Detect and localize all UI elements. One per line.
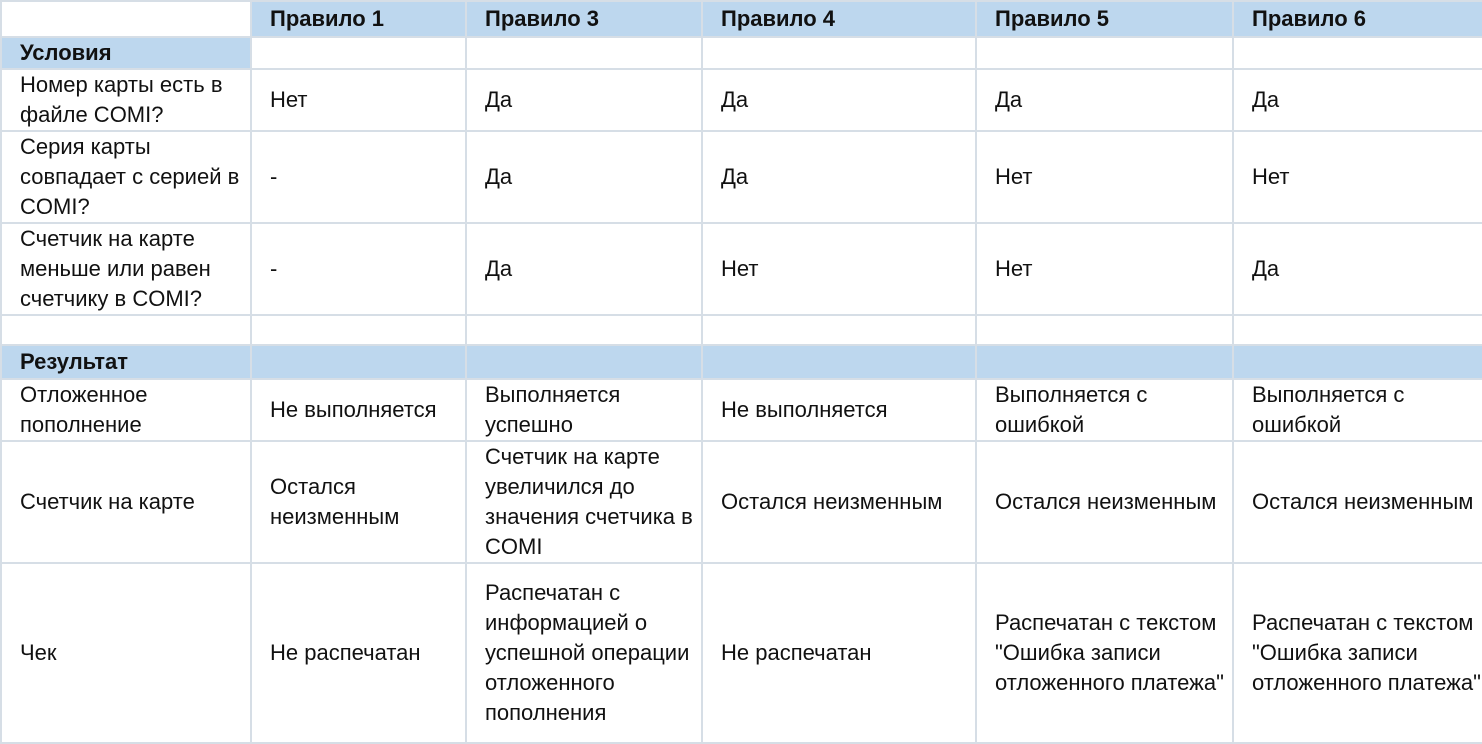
spacer-row <box>1 315 1482 345</box>
table-cell: Выполняется с ошибкой <box>976 379 1233 441</box>
header-rule-3: Правило 3 <box>466 1 702 37</box>
table-cell: Не распечатан <box>251 563 466 743</box>
table-cell: Да <box>702 69 976 131</box>
table-cell: Нет <box>1233 131 1482 223</box>
table-cell: Да <box>466 69 702 131</box>
table-cell: Распечатан с информацией о успешной операции отложенного пополнения <box>466 563 702 743</box>
section-row-conditions <box>1 37 1482 69</box>
table-cell: Нет <box>976 131 1233 223</box>
table-cell: Нет <box>702 223 976 315</box>
row-label: Серия карты совпадает с серией в COMI? <box>1 131 251 223</box>
row-label: Чек <box>1 563 251 743</box>
table-cell: Да <box>466 131 702 223</box>
table-cell: Да <box>702 131 976 223</box>
table-row <box>1 69 1482 131</box>
header-rule-6: Правило 6 <box>1233 1 1482 37</box>
table-cell: Выполняется успешно <box>466 379 702 441</box>
header-rule-5: Правило 5 <box>976 1 1233 37</box>
table-cell: Остался неизменным <box>702 441 976 563</box>
table-cell: Остался неизменным <box>976 441 1233 563</box>
table-cell: - <box>251 131 466 223</box>
table-cell: Распечатан с текстом "Ошибка записи отложенного платежа" <box>976 563 1233 743</box>
table-cell: Остался неизменным <box>1233 441 1482 563</box>
table-cell: Да <box>976 69 1233 131</box>
table-cell: Распечатан с текстом "Ошибка записи отложенного платежа" <box>1233 563 1482 743</box>
row-label: Номер карты есть в файле COMI? <box>1 69 251 131</box>
row-label: Счетчик на карте меньше или равен счетчику в COMI? <box>1 223 251 315</box>
row-label: Отложенное пополнение <box>1 379 251 441</box>
section-label-conditions: Условия <box>1 37 251 69</box>
table-row <box>1 441 1482 563</box>
table-cell: Выполняется с ошибкой <box>1233 379 1482 441</box>
section-row-result <box>1 345 1482 379</box>
table-cell: Нет <box>976 223 1233 315</box>
row-label: Счетчик на карте <box>1 441 251 563</box>
table-row <box>1 563 1482 743</box>
table-cell: Не распечатан <box>702 563 976 743</box>
table-cell: Остался неизменным <box>251 441 466 563</box>
table-cell: Не выполняется <box>702 379 976 441</box>
header-rule-1: Правило 1 <box>251 1 466 37</box>
header-cell-empty <box>1 1 251 37</box>
header-rule-4: Правило 4 <box>702 1 976 37</box>
table-cell: Не выполняется <box>251 379 466 441</box>
table-cell: Да <box>1233 223 1482 315</box>
table-row <box>1 379 1482 441</box>
table-cell: Нет <box>251 69 466 131</box>
header-row <box>1 1 1482 37</box>
section-label-result: Результат <box>1 345 251 379</box>
table-cell: Счетчик на карте увеличился до значения счетчика в COMI <box>466 441 702 563</box>
table-row <box>1 131 1482 223</box>
table-cell: Да <box>466 223 702 315</box>
table-cell: - <box>251 223 466 315</box>
table-row <box>1 223 1482 315</box>
table-cell: Да <box>1233 69 1482 131</box>
